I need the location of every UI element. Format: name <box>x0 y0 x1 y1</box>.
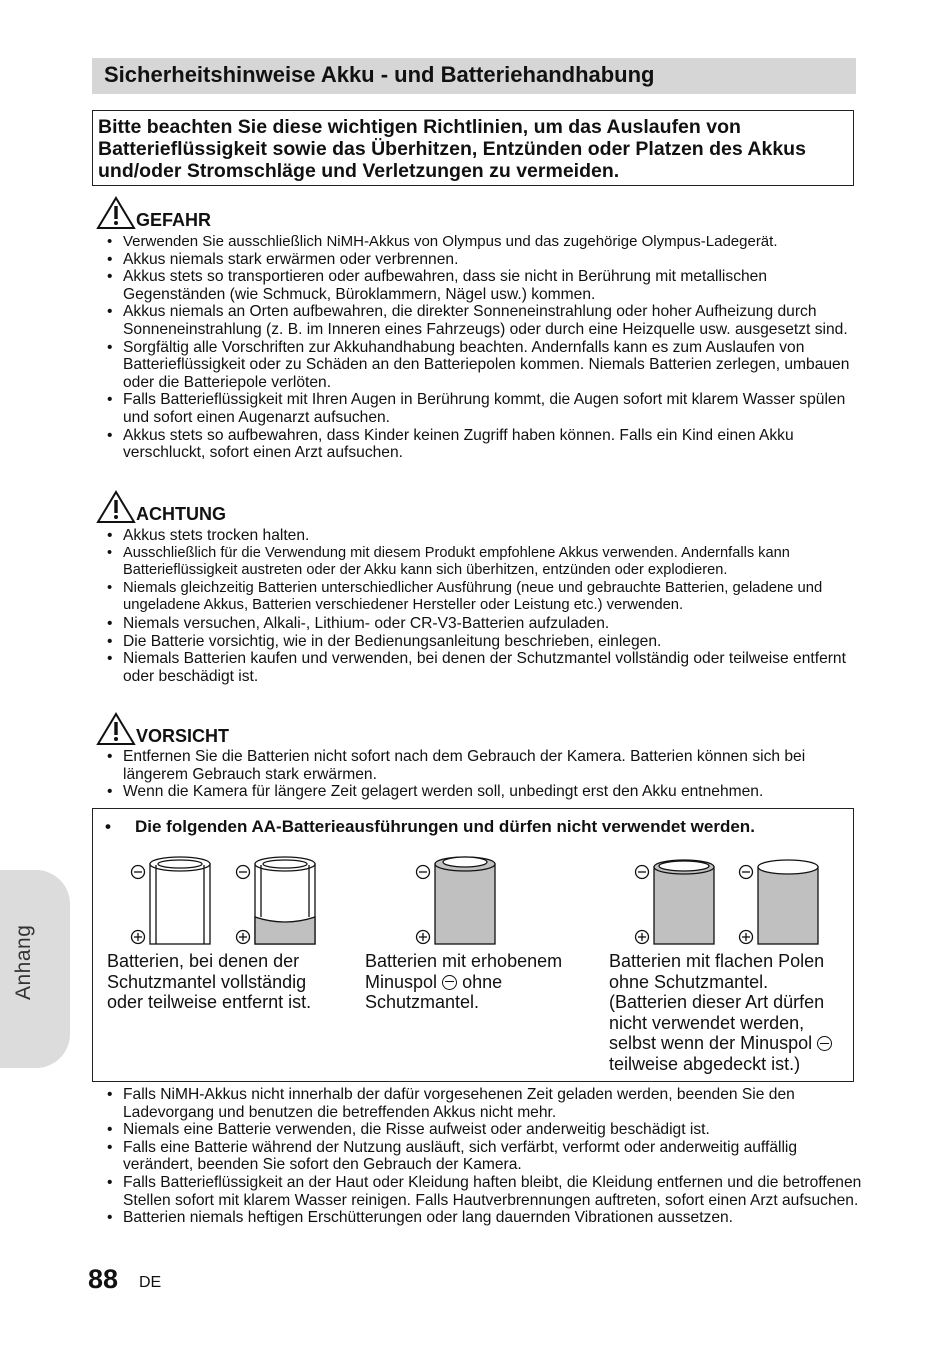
minus-pole-icon <box>442 975 457 990</box>
caption-text: Batterien mit erhobenem Minuspol <box>365 951 563 992</box>
list-item: • Falls NiMH-Akkus nicht innerhalb der dafür vorgesehenen Zeit geladen werden, beenden Sie den Ladevorgang und benutzen die betreffenden Akkus nicht mehr. <box>92 1086 862 1121</box>
warning-icon <box>96 490 136 524</box>
page-language: DE <box>139 1274 162 1291</box>
list-item: • Akkus stets so aufbewahren, dass Kinder keinen Zugriff haben können. Falls ein Kind einen Akku verschluckt, sofort einen Arzt aufsuchen. <box>92 427 862 462</box>
caption-text: Batterien, bei denen der Schutzmantel vollständig oder teilweise entfernt ist. <box>107 951 312 1012</box>
intro-text: Bitte beachten Sie diese wichtigen Richtlinien, um das Auslaufen von Batterieflüssigkeit sowie das Überhitzen, Entzünden oder Platzen des Akkus und/oder Stromschläge und Verletzungen zu vermeiden. <box>98 116 806 182</box>
list-item: • Verwenden Sie ausschließlich NiMH-Akkus von Olympus und das zugehörige Olympus-Ladegerät. <box>92 233 862 251</box>
battery-icon <box>740 860 819 944</box>
minus-pole-icon <box>817 1036 832 1051</box>
list-item: • Akkus niemals an Orten aufbewahren, die direkter Sonneneinstrahlung oder hoher Aufheizung durch Sonneneinstrahlung (z. B. im Inneren eines Fahrzeugs) oder durch eine Heizquelle usw. ausgesetzt sind. <box>92 303 862 338</box>
caption-1 <box>107 951 347 1013</box>
section-title: ACHTUNG <box>136 504 226 524</box>
caption-3 <box>609 951 849 1074</box>
list-item: • Niemals Batterien kaufen und verwenden, bei denen der Schutzmantel vollständig oder teilweise entfernt oder beschädigt ist. <box>92 650 862 685</box>
list-item: • Niemals gleichzeitig Batterien unterschiedlicher Ausführung (neue und gebrauchte Batterien, geladene und ungeladene Akkus, Batterien verschiedener Hersteller oder Leistung etc.) verwenden. <box>92 580 862 615</box>
list-item: • Falls Batterieflüssigkeit mit Ihren Augen in Berührung kommt, die Augen sofort mit klarem Wasser spülen und sofort einen Augenarzt aufsuchen. <box>92 391 862 426</box>
list-item: • Akkus stets trocken halten. <box>92 527 862 545</box>
side-tab <box>0 870 70 1068</box>
caption-text: Batterien mit flachen Polen ohne Schutzmantel. (Batterien dieser Art dürfen nicht verwendet werden, selbst wenn der Minuspol <box>609 951 825 1053</box>
list-item: • Sorgfältig alle Vorschriften zur Akkuhandhabung beachten. Andernfalls kann es zum Auslaufen von Batterieflüssigkeit oder zu Schäden an den Batteriepolen kommen. Niemals Batterien zerlegen, umbauen oder die Batteriepole verlöten. <box>92 339 862 392</box>
list-item: • Falls Batterieflüssigkeit an der Haut oder Kleidung haften bleibt, die Kleidung entfernen und die betroffenen Stellen sofort mit klarem Wasser reinigen. Falls Hautverbrennungen auftreten, sofort einen Arzt aufsuchen. <box>92 1174 862 1209</box>
section-bottom <box>92 1086 862 1227</box>
battery-icon <box>132 857 211 944</box>
section-vorsicht <box>92 712 862 801</box>
list-item: • Die Batterie vorsichtig, wie in der Bedienungsanleitung beschrieben, einlegen. <box>92 633 862 651</box>
battery-icon <box>636 860 715 944</box>
section-title: GEFAHR <box>136 210 212 230</box>
caption-text: ohne Schutzmantel. <box>365 971 503 1012</box>
list-item: • Ausschließlich für die Verwendung mit diesem Produkt empfohlene Akkus verwenden. Andernfalls kann Batterieflüssigkeit austreten oder der Akku kann sich überhitzen, entzünden oder explodieren. <box>92 545 862 580</box>
list-item: • Batterien niemals heftigen Erschütterungen oder lang dauernden Vibrationen aussetzen. <box>92 1209 862 1227</box>
aa-battery-box <box>92 808 854 1082</box>
list-item: • Wenn die Kamera für längere Zeit gelagert werden soll, unbedingt erst den Akku entnehmen. <box>92 783 862 801</box>
list-item: • Niemals eine Batterie verwenden, die Risse aufweist oder anderweitig beschädigt ist. <box>92 1121 862 1139</box>
battery-icon <box>417 857 496 944</box>
caption-2 <box>365 951 595 1013</box>
list-item: • Akkus niemals stark erwärmen oder verbrennen. <box>92 251 862 269</box>
warning-icon <box>96 196 136 230</box>
page-number: 88 <box>88 1264 119 1294</box>
section-gefahr <box>92 196 862 462</box>
list-item: • Niemals versuchen, Alkali-, Lithium- oder CR-V3-Batterien aufzuladen. <box>92 615 862 633</box>
intro-box <box>92 110 854 186</box>
side-tab-label: Anhang <box>12 924 35 1000</box>
bullet: • <box>105 817 111 836</box>
page-title: Sicherheitshinweise Akku - und Batteriehandhabung <box>104 62 655 87</box>
aa-heading-text: Die folgenden AA-Batterieausführungen und dürfen nicht verwendet werden. <box>135 817 755 836</box>
title-bar <box>92 58 856 94</box>
caption-text: teilweise abgedeckt ist.) <box>609 1053 801 1074</box>
section-title: VORSICHT <box>136 726 230 746</box>
battery-icon <box>237 857 316 944</box>
warning-icon <box>96 712 136 746</box>
list-item: • Falls eine Batterie während der Nutzung ausläuft, sich verfärbt, verformt oder anderweitig auffällig verändert, beenden Sie sofort den Gebrauch der Kamera. <box>92 1139 862 1174</box>
section-achtung <box>92 490 862 685</box>
list-item: • Entfernen Sie die Batterien nicht sofort nach dem Gebrauch der Kamera. Batterien können sich bei längerem Gebrauch stark erwärmen. <box>92 748 862 783</box>
list-item: • Akkus stets so transportieren oder aufbewahren, dass sie nicht in Berührung mit metallischen Gegenständen (wie Schmuck, Büroklammern, Nägel usw.) kommen. <box>92 268 862 303</box>
